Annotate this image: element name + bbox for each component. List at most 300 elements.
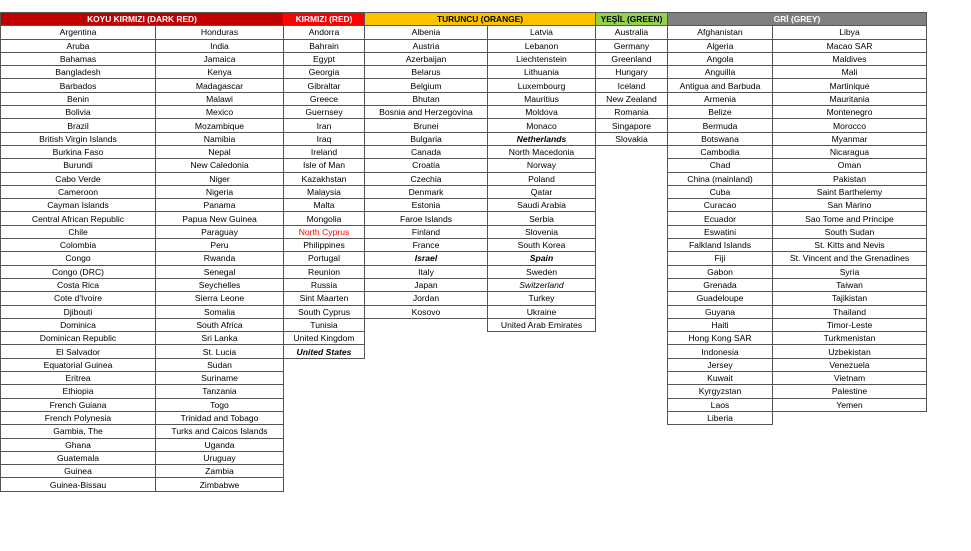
country-cell: Kuwait — [668, 372, 773, 385]
country-cell: South Sudan — [773, 225, 927, 238]
country-cell: Belgium — [365, 79, 488, 92]
country-cell: Cameroon — [1, 185, 156, 198]
table-row — [1, 132, 927, 145]
country-cell: Georgia — [284, 66, 365, 79]
country-cell: Norway — [488, 159, 596, 172]
country-cell: Libya — [773, 26, 927, 39]
country-cell: Armenia — [668, 92, 773, 105]
country-cell: Botswana — [668, 132, 773, 145]
country-cell: Mongolia — [284, 212, 365, 225]
empty-cell — [488, 385, 596, 398]
country-cell: Yemen — [773, 398, 927, 411]
empty-cell — [596, 199, 668, 212]
country-cell: Bangladesh — [1, 66, 156, 79]
country-cell: Mozambique — [156, 119, 284, 132]
country-cell: Guatemala — [1, 451, 156, 464]
country-cell: Myanmar — [773, 132, 927, 145]
country-cell: New Caledonia — [156, 159, 284, 172]
country-cell: Eswatini — [668, 225, 773, 238]
country-cell: Malta — [284, 199, 365, 212]
empty-cell — [365, 372, 488, 385]
table-row — [1, 26, 927, 39]
table-row — [1, 39, 927, 52]
table-row — [1, 66, 927, 79]
empty-cell — [773, 451, 927, 464]
empty-cell — [596, 425, 668, 438]
table-row — [1, 372, 927, 385]
empty-cell — [596, 292, 668, 305]
country-cell: Hungary — [596, 66, 668, 79]
country-cell: Palestine — [773, 385, 927, 398]
country-cell: Canada — [365, 145, 488, 158]
country-cell: France — [365, 239, 488, 252]
country-cell: Mauritius — [488, 92, 596, 105]
table-row — [1, 345, 927, 358]
table-row — [1, 185, 927, 198]
empty-cell — [488, 398, 596, 411]
country-cell: Gabon — [668, 265, 773, 278]
table-row — [1, 465, 927, 478]
country-cell: Greenland — [596, 52, 668, 65]
empty-cell — [284, 451, 365, 464]
table-row — [1, 438, 927, 451]
country-cell: Moldova — [488, 106, 596, 119]
country-cell: Luxembourg — [488, 79, 596, 92]
country-cell: Dominica — [1, 318, 156, 331]
empty-cell — [596, 239, 668, 252]
empty-cell — [596, 212, 668, 225]
country-cell: Ghana — [1, 438, 156, 451]
country-cell: Congo (DRC) — [1, 265, 156, 278]
country-cell: United Kingdom — [284, 332, 365, 345]
empty-cell — [284, 425, 365, 438]
empty-cell — [596, 478, 668, 491]
country-cell: Cabo Verde — [1, 172, 156, 185]
country-cell: Colombia — [1, 239, 156, 252]
table-row — [1, 278, 927, 291]
country-cell: Madagascar — [156, 79, 284, 92]
country-cell: Germany — [596, 39, 668, 52]
empty-cell — [284, 411, 365, 424]
country-cell: Mali — [773, 66, 927, 79]
country-cell: Pakistan — [773, 172, 927, 185]
country-cell: Guinea-Bissau — [1, 478, 156, 491]
country-cell: Chile — [1, 225, 156, 238]
header-orange: TURUNCU (ORANGE) — [365, 13, 596, 26]
country-cell: Tajikistan — [773, 292, 927, 305]
country-cell: Taiwan — [773, 278, 927, 291]
country-cell: Azerbaijan — [365, 52, 488, 65]
country-cell: Sudan — [156, 358, 284, 371]
country-cell: Kazakhstan — [284, 172, 365, 185]
empty-cell — [365, 465, 488, 478]
country-cell: Serbia — [488, 212, 596, 225]
country-cell: San Marino — [773, 199, 927, 212]
empty-cell — [596, 438, 668, 451]
empty-cell — [488, 345, 596, 358]
empty-cell — [596, 385, 668, 398]
country-cell: Grenada — [668, 278, 773, 291]
country-cell: Papua New Guinea — [156, 212, 284, 225]
country-cell: Brunei — [365, 119, 488, 132]
table-row — [1, 225, 927, 238]
empty-cell — [488, 332, 596, 345]
country-cell: Singapore — [596, 119, 668, 132]
empty-cell — [488, 451, 596, 464]
country-cell: Bahrain — [284, 39, 365, 52]
country-cell: South Africa — [156, 318, 284, 331]
country-cell: Bulgaria — [365, 132, 488, 145]
country-cell: Namibia — [156, 132, 284, 145]
country-cell: Cote d'Ivoire — [1, 292, 156, 305]
empty-cell — [488, 478, 596, 491]
empty-cell — [668, 425, 773, 438]
country-cell: Bahamas — [1, 52, 156, 65]
country-cell: Turkey — [488, 292, 596, 305]
country-cell: Nicaragua — [773, 145, 927, 158]
country-cell: Paraguay — [156, 225, 284, 238]
table-row — [1, 172, 927, 185]
country-cell: Costa Rica — [1, 278, 156, 291]
country-cell: Togo — [156, 398, 284, 411]
table-row — [1, 239, 927, 252]
country-cell: Switzerland — [488, 278, 596, 291]
empty-cell — [284, 465, 365, 478]
table-row — [1, 159, 927, 172]
table-row — [1, 212, 927, 225]
empty-cell — [365, 398, 488, 411]
table-row — [1, 358, 927, 371]
country-cell: Ecuador — [668, 212, 773, 225]
country-cell: Anguilla — [668, 66, 773, 79]
country-cell: Bhutan — [365, 92, 488, 105]
country-cell: Sweden — [488, 265, 596, 278]
country-cell: Isle of Man — [284, 159, 365, 172]
empty-cell — [365, 358, 488, 371]
empty-cell — [365, 318, 488, 331]
table-row — [1, 145, 927, 158]
country-cell: South Korea — [488, 239, 596, 252]
country-cell: Australia — [596, 26, 668, 39]
country-cell: Croatia — [365, 159, 488, 172]
country-cell: Afghanistan — [668, 26, 773, 39]
table-row — [1, 305, 927, 318]
country-cell: Jamaica — [156, 52, 284, 65]
empty-cell — [365, 411, 488, 424]
country-cell: Rwanda — [156, 252, 284, 265]
country-cell: Albenia — [365, 26, 488, 39]
country-cell: Eritrea — [1, 372, 156, 385]
header-row — [1, 13, 927, 26]
country-cell: Aruba — [1, 39, 156, 52]
country-cell: Senegal — [156, 265, 284, 278]
country-cell: Sri Lanka — [156, 332, 284, 345]
country-cell: Mauritania — [773, 92, 927, 105]
country-cell: Iceland — [596, 79, 668, 92]
country-cell: St. Lucia — [156, 345, 284, 358]
country-cell: Burundi — [1, 159, 156, 172]
table-row — [1, 292, 927, 305]
country-cell: Morocco — [773, 119, 927, 132]
country-cell: Martinique — [773, 79, 927, 92]
table-row — [1, 52, 927, 65]
country-cell: Turks and Caicos Islands — [156, 425, 284, 438]
empty-cell — [284, 358, 365, 371]
country-cell: Tunisia — [284, 318, 365, 331]
empty-cell — [365, 451, 488, 464]
country-cell: Fiji — [668, 252, 773, 265]
country-cell: Congo — [1, 252, 156, 265]
country-cell: Greece — [284, 92, 365, 105]
country-cell: El Salvador — [1, 345, 156, 358]
country-cell: Sint Maarten — [284, 292, 365, 305]
country-cell: India — [156, 39, 284, 52]
table-row — [1, 398, 927, 411]
country-cell: Saudi Arabia — [488, 199, 596, 212]
country-cell: French Guiana — [1, 398, 156, 411]
country-cell: Guinea — [1, 465, 156, 478]
country-cell: Sierra Leone — [156, 292, 284, 305]
country-cell: Uruguay — [156, 451, 284, 464]
country-cell: Turkmenistan — [773, 332, 927, 345]
empty-cell — [284, 385, 365, 398]
country-cell: Angola — [668, 52, 773, 65]
country-cell: Italy — [365, 265, 488, 278]
country-cell: Guyana — [668, 305, 773, 318]
country-color-table — [0, 12, 927, 492]
country-cell: Slovakia — [596, 132, 668, 145]
country-cell: Uzbekistan — [773, 345, 927, 358]
country-cell: Lebanon — [488, 39, 596, 52]
empty-cell — [596, 278, 668, 291]
empty-cell — [773, 438, 927, 451]
country-cell: North Macedonia — [488, 145, 596, 158]
country-cell: Saint Barthelemy — [773, 185, 927, 198]
country-cell: Bermuda — [668, 119, 773, 132]
empty-cell — [596, 318, 668, 331]
country-cell: Indonesia — [668, 345, 773, 358]
country-cell: Timor-Leste — [773, 318, 927, 331]
empty-cell — [596, 225, 668, 238]
empty-cell — [668, 438, 773, 451]
country-cell: Burkina Faso — [1, 145, 156, 158]
country-cell: Falkland Islands — [668, 239, 773, 252]
header-red: KIRMIZI (RED) — [284, 13, 365, 26]
country-cell: Finland — [365, 225, 488, 238]
empty-cell — [488, 438, 596, 451]
country-cell: United States — [284, 345, 365, 358]
country-cell: Gambia, The — [1, 425, 156, 438]
country-cell: Belarus — [365, 66, 488, 79]
country-cell: Thailand — [773, 305, 927, 318]
table-row — [1, 385, 927, 398]
country-cell: Bosnia and Herzegovina — [365, 106, 488, 119]
country-cell: Malawi — [156, 92, 284, 105]
country-cell: Chad — [668, 159, 773, 172]
country-cell: Barbados — [1, 79, 156, 92]
table-row — [1, 451, 927, 464]
country-cell: Trinidad and Tobago — [156, 411, 284, 424]
country-cell: Ireland — [284, 145, 365, 158]
table-row — [1, 265, 927, 278]
empty-cell — [365, 478, 488, 491]
country-cell: Portugal — [284, 252, 365, 265]
country-cell: Kenya — [156, 66, 284, 79]
country-cell: Iran — [284, 119, 365, 132]
country-cell: New Zealand — [596, 92, 668, 105]
empty-cell — [488, 465, 596, 478]
empty-cell — [365, 332, 488, 345]
header-dark-red: KOYU KIRMIZI (DARK RED) — [1, 13, 284, 26]
country-cell: Vietnam — [773, 372, 927, 385]
empty-cell — [596, 372, 668, 385]
country-cell: Uganda — [156, 438, 284, 451]
empty-cell — [596, 345, 668, 358]
country-cell: Israel — [365, 252, 488, 265]
table-row — [1, 318, 927, 331]
country-cell: Bolivia — [1, 106, 156, 119]
country-cell: Egypt — [284, 52, 365, 65]
country-cell: St. Kitts and Nevis — [773, 239, 927, 252]
empty-cell — [596, 305, 668, 318]
empty-cell — [488, 358, 596, 371]
country-cell: Russia — [284, 278, 365, 291]
country-cell: Maldives — [773, 52, 927, 65]
empty-cell — [596, 252, 668, 265]
empty-cell — [284, 372, 365, 385]
country-cell: Niger — [156, 172, 284, 185]
country-cell: Nepal — [156, 145, 284, 158]
country-cell: Estonia — [365, 199, 488, 212]
country-cell: Czechia — [365, 172, 488, 185]
country-cell: British Virgin Islands — [1, 132, 156, 145]
empty-cell — [773, 411, 927, 424]
country-cell: Dominican Republic — [1, 332, 156, 345]
country-cell: Malaysia — [284, 185, 365, 198]
country-cell: Argentina — [1, 26, 156, 39]
empty-cell — [668, 451, 773, 464]
empty-cell — [596, 465, 668, 478]
country-cell: Philippines — [284, 239, 365, 252]
empty-cell — [596, 398, 668, 411]
country-cell: Liechtenstein — [488, 52, 596, 65]
country-cell: Panama — [156, 199, 284, 212]
empty-cell — [488, 411, 596, 424]
empty-cell — [596, 172, 668, 185]
country-cell: Ukraine — [488, 305, 596, 318]
country-cell: Somalia — [156, 305, 284, 318]
country-cell: Gibraltar — [284, 79, 365, 92]
country-cell: Kosovo — [365, 305, 488, 318]
country-cell: Syria — [773, 265, 927, 278]
country-cell: Tanzania — [156, 385, 284, 398]
country-cell: Honduras — [156, 26, 284, 39]
country-cell: Hong Kong SAR — [668, 332, 773, 345]
table-row — [1, 252, 927, 265]
empty-cell — [596, 332, 668, 345]
country-cell: Guadeloupe — [668, 292, 773, 305]
empty-cell — [596, 185, 668, 198]
country-cell: Haiti — [668, 318, 773, 331]
country-cell: Lithuania — [488, 66, 596, 79]
country-cell: Peru — [156, 239, 284, 252]
country-cell: Guernsey — [284, 106, 365, 119]
country-cell: Laos — [668, 398, 773, 411]
country-cell: Jersey — [668, 358, 773, 371]
country-cell: Equatorial Guinea — [1, 358, 156, 371]
table-row — [1, 411, 927, 424]
empty-cell — [596, 358, 668, 371]
country-cell: Curacao — [668, 199, 773, 212]
country-cell: Cambodia — [668, 145, 773, 158]
empty-cell — [284, 398, 365, 411]
country-cell: South Cyprus — [284, 305, 365, 318]
empty-cell — [365, 425, 488, 438]
empty-cell — [365, 345, 488, 358]
country-cell: Antigua and Barbuda — [668, 79, 773, 92]
country-cell: Seychelles — [156, 278, 284, 291]
country-cell: French Polynesia — [1, 411, 156, 424]
country-cell: China (mainland) — [668, 172, 773, 185]
country-cell: Romania — [596, 106, 668, 119]
country-cell: Denmark — [365, 185, 488, 198]
country-cell: Suriname — [156, 372, 284, 385]
country-cell: Spain — [488, 252, 596, 265]
country-cell: Montenegro — [773, 106, 927, 119]
empty-cell — [596, 411, 668, 424]
country-cell: St. Vincent and the Grenadines — [773, 252, 927, 265]
table-row — [1, 119, 927, 132]
table-row — [1, 92, 927, 105]
empty-cell — [488, 372, 596, 385]
empty-cell — [284, 478, 365, 491]
country-cell: Djibouti — [1, 305, 156, 318]
country-cell: Jordan — [365, 292, 488, 305]
table-row — [1, 106, 927, 119]
country-cell: Reunion — [284, 265, 365, 278]
table-row — [1, 425, 927, 438]
country-cell: Venezuela — [773, 358, 927, 371]
country-cell: Belize — [668, 106, 773, 119]
country-cell: Ethiopia — [1, 385, 156, 398]
empty-cell — [284, 438, 365, 451]
country-cell: Monaco — [488, 119, 596, 132]
country-cell: Poland — [488, 172, 596, 185]
empty-cell — [773, 465, 927, 478]
empty-cell — [668, 478, 773, 491]
table-row — [1, 79, 927, 92]
empty-cell — [773, 425, 927, 438]
empty-cell — [365, 438, 488, 451]
country-cell: Netherlands — [488, 132, 596, 145]
table-row — [1, 199, 927, 212]
empty-cell — [773, 478, 927, 491]
country-cell: Japan — [365, 278, 488, 291]
empty-cell — [596, 159, 668, 172]
header-grey: GRİ (GREY) — [668, 13, 927, 26]
country-cell: Slovenia — [488, 225, 596, 238]
country-cell: Kyrgyzstan — [668, 385, 773, 398]
country-cell: Mexico — [156, 106, 284, 119]
country-cell: Brazil — [1, 119, 156, 132]
country-cell: Faroe Islands — [365, 212, 488, 225]
table-row — [1, 478, 927, 491]
country-cell: Cayman Islands — [1, 199, 156, 212]
country-cell: Benin — [1, 92, 156, 105]
country-cell: Algeria — [668, 39, 773, 52]
country-cell: Liberia — [668, 411, 773, 424]
country-cell: Qatar — [488, 185, 596, 198]
